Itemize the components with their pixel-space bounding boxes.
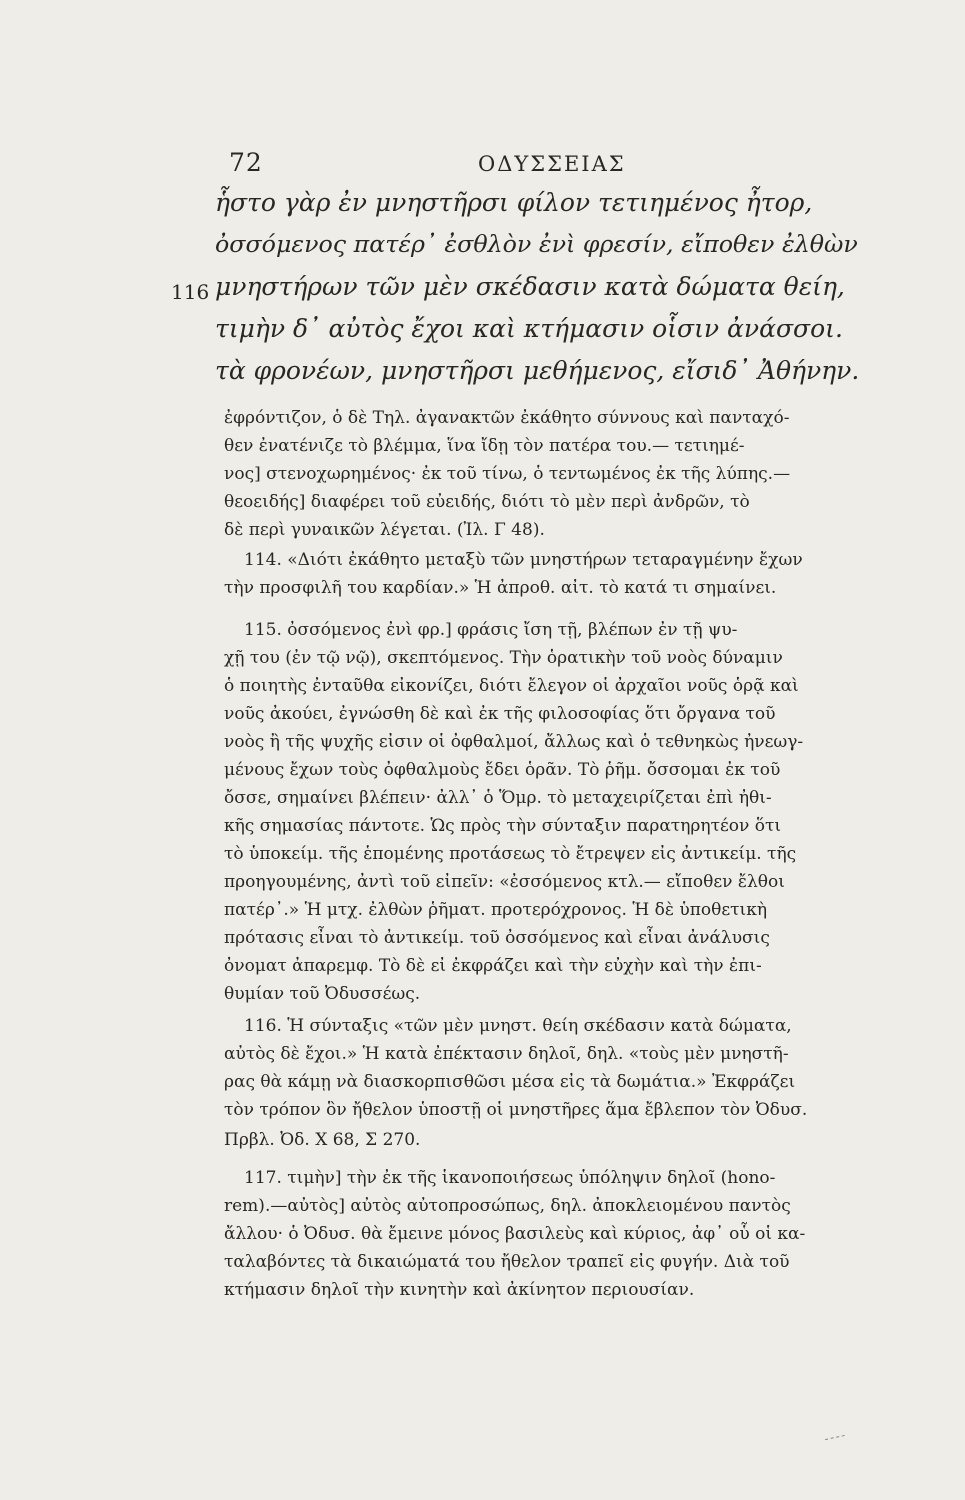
verse-line: ὀσσόμενος πατέρ᾽ ἐσθλὸν ἐνὶ φρεσίν, εἴποθεν ἐλθὼν xyxy=(215,230,858,258)
verse-line: μνηστήρων τῶν μὲν σκέδασιν κατὰ δώματα θείη, xyxy=(215,272,845,301)
commentary-line: κῆς σημασίας πάντοτε. Ὡς πρὸς τὴν σύνταξιν παρατηρητέον ὅτι xyxy=(224,816,782,836)
commentary-line: πατέρ᾽.» Ἡ μτχ. ἐλθὼν ῥῆματ. προτερόχρονος. Ἡ δὲ ὑποθετικὴ xyxy=(224,900,768,920)
running-title: ΟΔΥΣΣΕΙΑΣ xyxy=(478,152,626,176)
verse-line: τιμὴν δ᾽ αὐτὸς ἔχοι καὶ κτήμασιν οἷσιν ἀνάσσοι. xyxy=(215,314,843,343)
commentary-line: rem).—αὐτὸς] αὐτὸς αὐτοπροσώπως, δηλ. ἀποκλειομένου παντὸς xyxy=(224,1196,791,1216)
commentary-line: ἄλλου· ὁ Ὀδυσ. θὰ ἔμεινε μόνος βασιλεὺς καὶ κύριος, ἀφ᾽ οὗ οἱ κα- xyxy=(224,1224,806,1244)
commentary-line: χῇ του (ἐν τῷ νῷ), σκεπτόμενος. Τὴν ὁρατικὴν τοῦ νοὸς δύναμιν xyxy=(224,648,783,668)
commentary-line: πρότασις εἶναι τὸ ἀντικείμ. τοῦ ὀσσόμενος καὶ εἶναι ἀνάλυσις xyxy=(224,928,770,948)
commentary-line: αὐτὸς δὲ ἔχοι.» Ἡ κατὰ ἐπέκτασιν δηλοῖ, δηλ. «τοὺς μὲν μνηστῆ- xyxy=(224,1044,789,1064)
commentary-line: νος] στενοχωρημένος· ἐκ τοῦ τίνω, ὁ τεντωμένος ἐκ τῆς λύπης.— xyxy=(224,464,791,484)
commentary-line: ἐφρόντιζον, ὁ δὲ Τηλ. ἀγανακτῶν ἐκάθητο σύννους καὶ πανταχό- xyxy=(224,408,790,428)
page-header xyxy=(0,148,965,182)
commentary-line: ὁ ποιητὴς ἐνταῦθα εἰκονίζει, διότι ἔλεγον οἱ ἀρχαῖοι νοῦς ὁρᾷ καὶ xyxy=(224,676,799,696)
commentary-line: νοῦς ἀκούει, ἐγνώσθη δὲ καὶ ἐκ τῆς φιλοσοφίας ὅτι ὄργανα τοῦ xyxy=(224,704,776,724)
commentary-line: ὄσσε, σημαίνει βλέπειν· ἀλλ᾽ ὁ Ὅμρ. τὸ μεταχειρίζεται ἐπὶ ἠθι- xyxy=(224,788,772,808)
commentary-line: ὀνοματ ἀπαρεμφ. Τὸ δὲ εἰ ἐκφράζει καὶ τὴν εὐχὴν καὶ τὴν ἐπι- xyxy=(224,956,762,976)
commentary-line: 115. ὀσσόμενος ἐνὶ φρ.] φράσις ἴση τῇ, βλέπων ἐν τῇ ψυ- xyxy=(244,620,738,640)
commentary-line: νοὸς ἢ τῆς ψυχῆς εἰσιν οἱ ὀφθαλμοί, ἄλλως καὶ ὁ τεθνηκὼς ἠνεωγ- xyxy=(224,732,804,752)
commentary-line: 116. Ἡ σύνταξις «τῶν μὲν μνηστ. θείη σκέδασιν κατὰ δώματα, xyxy=(244,1016,792,1036)
stray-ink-mark xyxy=(825,1435,845,1441)
commentary-line: τὴν προσφιλῆ του καρδίαν.» Ἡ ἀπροθ. αἰτ. τὸ κατά τι σημαίνει. xyxy=(224,578,777,598)
commentary-line: 117. τιμὴν] τὴν ἐκ τῆς ἱκανοποιήσεως ὑπόληψιν δηλοῖ (hono- xyxy=(244,1168,776,1188)
commentary-line: 114. «Διότι ἐκάθητο μεταξὺ τῶν μνηστήρων τεταραγμένην ἔχων xyxy=(244,550,803,570)
commentary-line: ρας θὰ κάμῃ νὰ διασκορπισθῶσι μέσα εἰς τὰ δωμάτια.» Ἐκφράζει xyxy=(224,1072,796,1092)
verse-number: 116 xyxy=(171,280,210,304)
commentary-line: προηγουμένης, ἀντὶ τοῦ εἰπεῖν: «ἐσσόμενος κτλ.— εἴποθεν ἔλθοι xyxy=(224,872,785,892)
commentary-line: ταλαβόντες τὰ δικαιώματά του ἤθελον τραπεῖ εἰς φυγήν. Διὰ τοῦ xyxy=(224,1252,790,1272)
commentary-line: θυμίαν τοῦ Ὀδυσσέως. xyxy=(224,984,421,1004)
commentary-line: δὲ περὶ γυναικῶν λέγεται. (Ἰλ. Γ 48). xyxy=(224,520,545,540)
commentary-line: θεοειδής] διαφέρει τοῦ εὐειδής, διότι τὸ μὲν περὶ ἀνδρῶν, τὸ xyxy=(224,492,750,512)
verse-line: τὰ φρονέων, μνηστῆρσι μεθήμενος, εἴσιδ᾽ Ἀθήνην. xyxy=(215,356,860,385)
verse-line: ἧστο γὰρ ἐν μνηστῆρσι φίλον τετιημένος ἦτορ, xyxy=(215,188,813,217)
commentary-line: τὸν τρόπον ὃν ἤθελον ὑποστῇ οἱ μνηστῆρες ἅμα ἔβλεπον τὸν Ὀδυσ. xyxy=(224,1100,808,1120)
page-number: 72 xyxy=(229,148,263,177)
commentary-line: Πρβλ. Ὀδ. Χ 68, Σ 270. xyxy=(224,1130,421,1150)
commentary-line: θεν ἐνατένιζε τὸ βλέμμα, ἵνα ἴδῃ τὸν πατέρα του.— τετιημέ- xyxy=(224,436,745,456)
commentary-line: μένους ἔχων τοὺς ὀφθαλμοὺς ἔδει ὁρᾶν. Τὸ ῥῆμ. ὄσσομαι ἐκ τοῦ xyxy=(224,760,781,780)
commentary-line: κτήμασιν δηλοῖ τὴν κινητὴν καὶ ἀκίνητον περιουσίαν. xyxy=(224,1280,695,1300)
commentary-line: τὸ ὑποκείμ. τῆς ἑπομένης προτάσεως τὸ ἔτρεψεν εἰς ἀντικείμ. τῆς xyxy=(224,844,797,864)
